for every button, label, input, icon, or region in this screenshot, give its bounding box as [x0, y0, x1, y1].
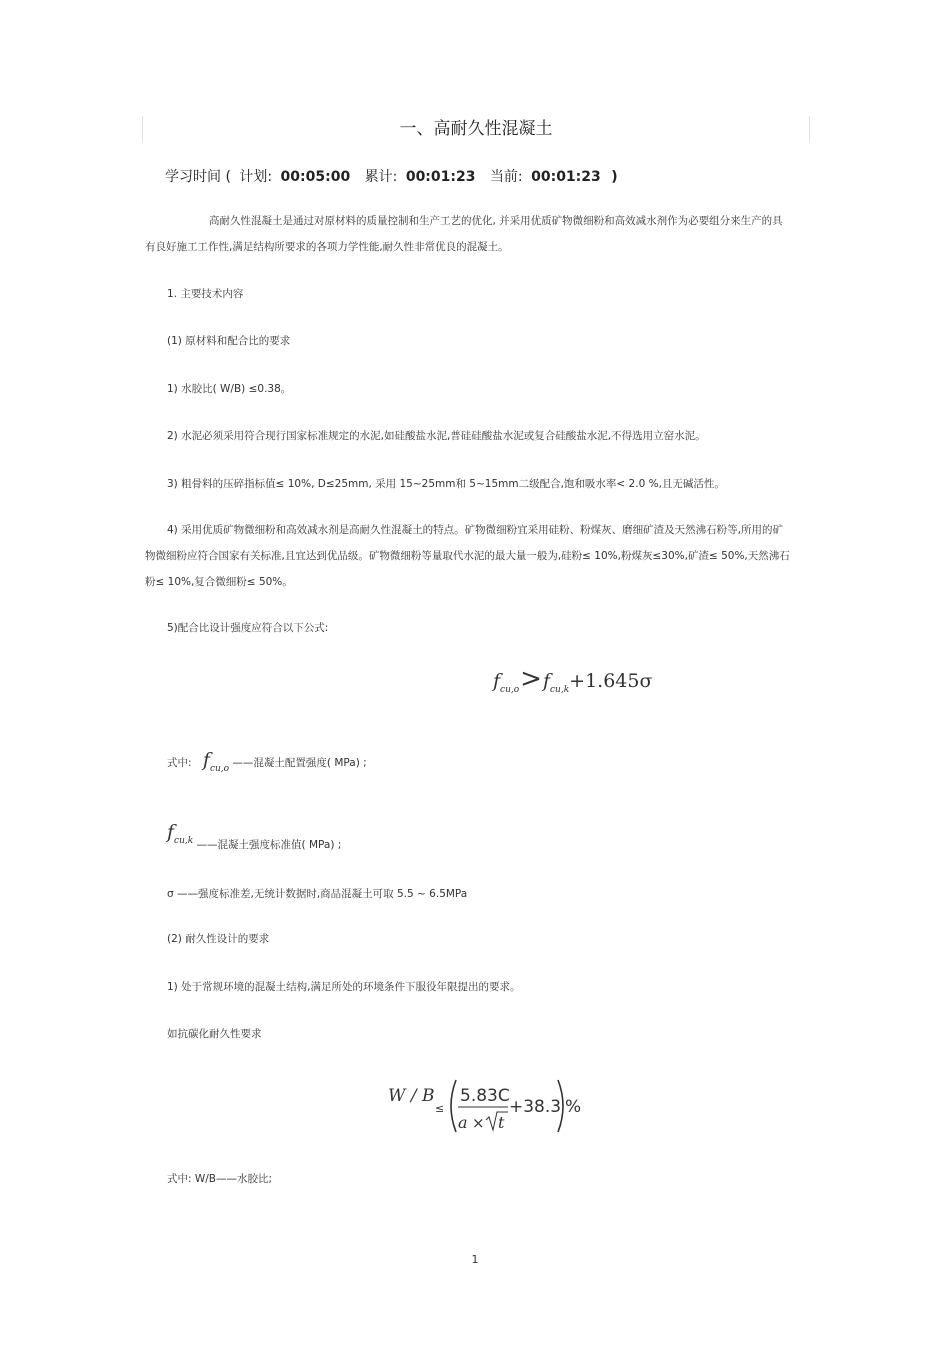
formula-den-times: ×	[472, 1114, 485, 1132]
formula-lhs: W / B	[388, 1086, 435, 1106]
formula-percent: %	[565, 1097, 582, 1117]
item-2: 2) 水泥必须采用符合现行国家标准规定的水泥,如硅酸盐水泥,普硅硅酸盐水泥或复合硅酸盐水泥,不得选用立窑水泥。	[167, 430, 706, 442]
definition-fcuk: fcu,k ——混凝土强度标准值( MPa) ;	[167, 821, 342, 851]
plan-value: 00:05:00	[280, 169, 351, 185]
formula-numerator: 5.83C	[460, 1086, 510, 1106]
formula-den-t: t	[498, 1113, 505, 1132]
subsection-heading-1: (1) 原材料和配合比的要求	[167, 335, 291, 347]
intro-paragraph: 高耐久性混凝土是通过对原材料的质量控制和生产工艺的优化, 并采用优质矿物微细粉和高效减水剂作为必要组分来生产的具有良好施工工作性,满足结构所要求的各项力学性能,耐久性非常优良的混凝土。	[145, 215, 783, 253]
item-5: 5)配合比设计强度应符合以下公式:	[167, 622, 329, 634]
definition-wb: 式中: W/B——水胶比;	[167, 1173, 273, 1185]
current-label: 当前:	[489, 169, 523, 185]
carbonation-formula-graphic	[386, 1076, 586, 1138]
section-heading-1: 1. 主要技术内容	[167, 288, 244, 300]
durability-item-2: 如抗碳化耐久性要求	[167, 1028, 262, 1040]
definition-sigma: σ ——强度标准差,无统计数据时,商品混凝土可取 5.5 ~ 6.5MPa	[167, 888, 468, 900]
total-label: 累计:	[364, 169, 398, 185]
item-4: 4) 采用优质矿物微细粉和高效减水剂是高耐久性混凝土的特点。矿物微细粉宜采用硅粉、粉煤灰、磨细矿渣及天然沸石粉等,所用的矿物微细粉应符合国家有关标准,且宜达到优品级。矿物微细粉等量取代水泥的最大量一般为,硅粉≤ 10%,粉煤灰≤30%,矿渣≤ 50%,天然沸石粉≤ 10%,复合微细粉≤ 50%。	[145, 524, 790, 588]
subsection-heading-2: (2) 耐久性设计的要求	[167, 933, 270, 945]
formula-plus: +38.3	[509, 1097, 562, 1117]
study-time-close: )	[611, 169, 618, 185]
item-3: 3) 粗骨料的压碎指标值≤ 10%, D≤25mm, 采用 15~25mm和 5~15mm二级配合,饱和吸水率< 2.0 %,且无碱活性。	[167, 478, 725, 490]
study-time-label: 学习时间 (	[165, 169, 231, 185]
title-box	[142, 116, 810, 142]
formula-den-a: a	[458, 1113, 468, 1132]
page-number: 1	[471, 1253, 479, 1266]
formula-leq: ≤	[435, 1102, 445, 1115]
strength-formula: $f_{cu,o}>f_{cu,k}+1.645\sigma$	[493, 664, 653, 695]
total-value: 00:01:23	[405, 169, 476, 185]
durability-item-1: 1) 处于常规环境的混凝土结构,满足所处的环境条件下服役年限提出的要求。	[167, 981, 521, 993]
current-value: 00:01:23	[531, 169, 601, 185]
plan-label: 计划:	[239, 169, 273, 185]
definition-fcuo: 式中: fcu,o ——混凝土配置强度( MPa) ;	[167, 749, 367, 774]
left-paren	[451, 1080, 456, 1132]
item-1: 1) 水胶比( W/B) ≤0.38。	[167, 383, 292, 395]
page-title: 一、高耐久性混凝土	[399, 119, 553, 139]
study-time-bar	[165, 166, 622, 186]
sqrt-sign	[486, 1112, 508, 1130]
